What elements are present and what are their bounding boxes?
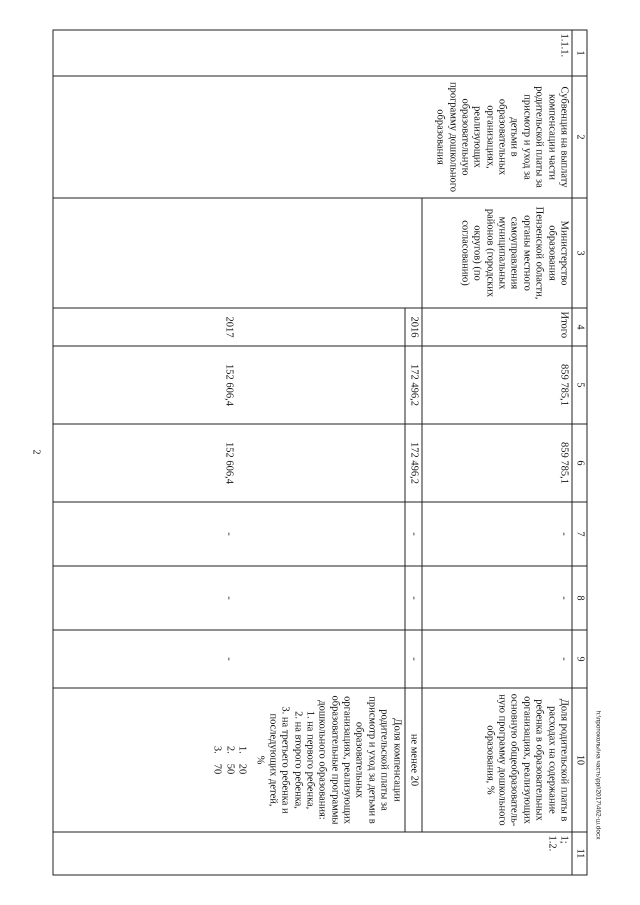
program-table bbox=[53, 30, 588, 876]
value-index: 3. bbox=[211, 745, 223, 754]
indicator-2-item: 1. на первого ребенка, bbox=[304, 710, 316, 810]
indicator-1-value: не менее 20 bbox=[405, 688, 422, 832]
indicator-2-cell bbox=[53, 688, 405, 832]
y2016-col6: 172 496,2 bbox=[405, 424, 422, 502]
col-header-9: 9 bbox=[572, 630, 587, 688]
header-row bbox=[572, 30, 587, 875]
y2016-col5: 172 496,2 bbox=[405, 346, 422, 424]
row-total bbox=[422, 30, 572, 875]
total-col9: - bbox=[422, 630, 572, 688]
value: 50 bbox=[224, 763, 236, 775]
indicator-2-item: 3. на третьего ребенка и последующих детей, bbox=[267, 706, 291, 814]
indicator-2-value-row bbox=[235, 692, 247, 829]
total-label: Итого bbox=[422, 308, 572, 346]
year-2017: 2017 bbox=[53, 308, 405, 346]
y2017-col7: - bbox=[53, 502, 405, 566]
col-header-10: 10 bbox=[572, 688, 587, 832]
value-index: 2. bbox=[224, 745, 236, 754]
indicator-2-values bbox=[211, 692, 248, 829]
indicator-2-value-row bbox=[223, 692, 235, 829]
col-header-2: 2 bbox=[572, 76, 587, 198]
total-col5: 859 785,1 bbox=[422, 346, 572, 424]
y2016-col7: - bbox=[405, 502, 422, 566]
col-header-7: 7 bbox=[572, 502, 587, 566]
y2016-col9: - bbox=[405, 630, 422, 688]
y2017-col6: 152 606,4 bbox=[53, 424, 405, 502]
tasks: 1; 1.2. bbox=[546, 835, 570, 852]
y2017-col9: - bbox=[53, 630, 405, 688]
value: 70 bbox=[211, 763, 223, 775]
file-path-footer: h:\протоколы\на часть\ppi\2017\462-ш.docx bbox=[594, 710, 602, 840]
y2016-col8: - bbox=[405, 566, 422, 630]
indicator-2-unit: % bbox=[255, 755, 266, 765]
value: 20 bbox=[236, 763, 248, 775]
col-header-11: 11 bbox=[572, 832, 587, 875]
col-header-8: 8 bbox=[572, 566, 587, 630]
col-header-3: 3 bbox=[572, 198, 587, 308]
value-index: 1. bbox=[236, 745, 248, 754]
col-header-5: 5 bbox=[572, 346, 587, 424]
rotated-page bbox=[53, 30, 588, 875]
total-col8: - bbox=[422, 566, 572, 630]
col-header-4: 4 bbox=[572, 308, 587, 346]
col-header-6: 6 bbox=[572, 424, 587, 502]
indicator-2-value-row bbox=[211, 692, 223, 829]
row-number: 1.1.1. bbox=[53, 30, 572, 76]
total-col7: - bbox=[422, 502, 572, 566]
total-col6: 859 785,1 bbox=[422, 424, 572, 502]
indicator-2: Доля компенсации родительской платы за присмотр и уход за детьми в образовательных организациях, реализующих образовательные программы дошкольного образования: bbox=[316, 695, 403, 825]
year-2016: 2016 bbox=[405, 308, 422, 346]
y2017-col5: 152 606,4 bbox=[53, 346, 405, 424]
tasks-cell bbox=[53, 832, 572, 875]
activity-name: Субвенция на выплату компенсации части родительской платы за присмотр и уход за детьми в образовательных организациях, реализующих образовательную программу дошкольного образования bbox=[53, 76, 572, 198]
indicator-2-item: 2. на второго ребенка, bbox=[292, 711, 304, 809]
executor: Министерство образования Пензенской области, органы местного самоуправления муниципальных районов (городских округов) (по согласованию) bbox=[422, 198, 572, 308]
y2017-col8: - bbox=[53, 566, 405, 630]
col-header-1: 1 bbox=[572, 30, 587, 76]
indicator-1: Доля родительской платы в расходах на содержание ребенка в образовательных организациях, реализующих основную общеобразователь-ную программу дошкольного образования, % bbox=[422, 688, 572, 832]
page-number: 2 bbox=[30, 449, 42, 455]
